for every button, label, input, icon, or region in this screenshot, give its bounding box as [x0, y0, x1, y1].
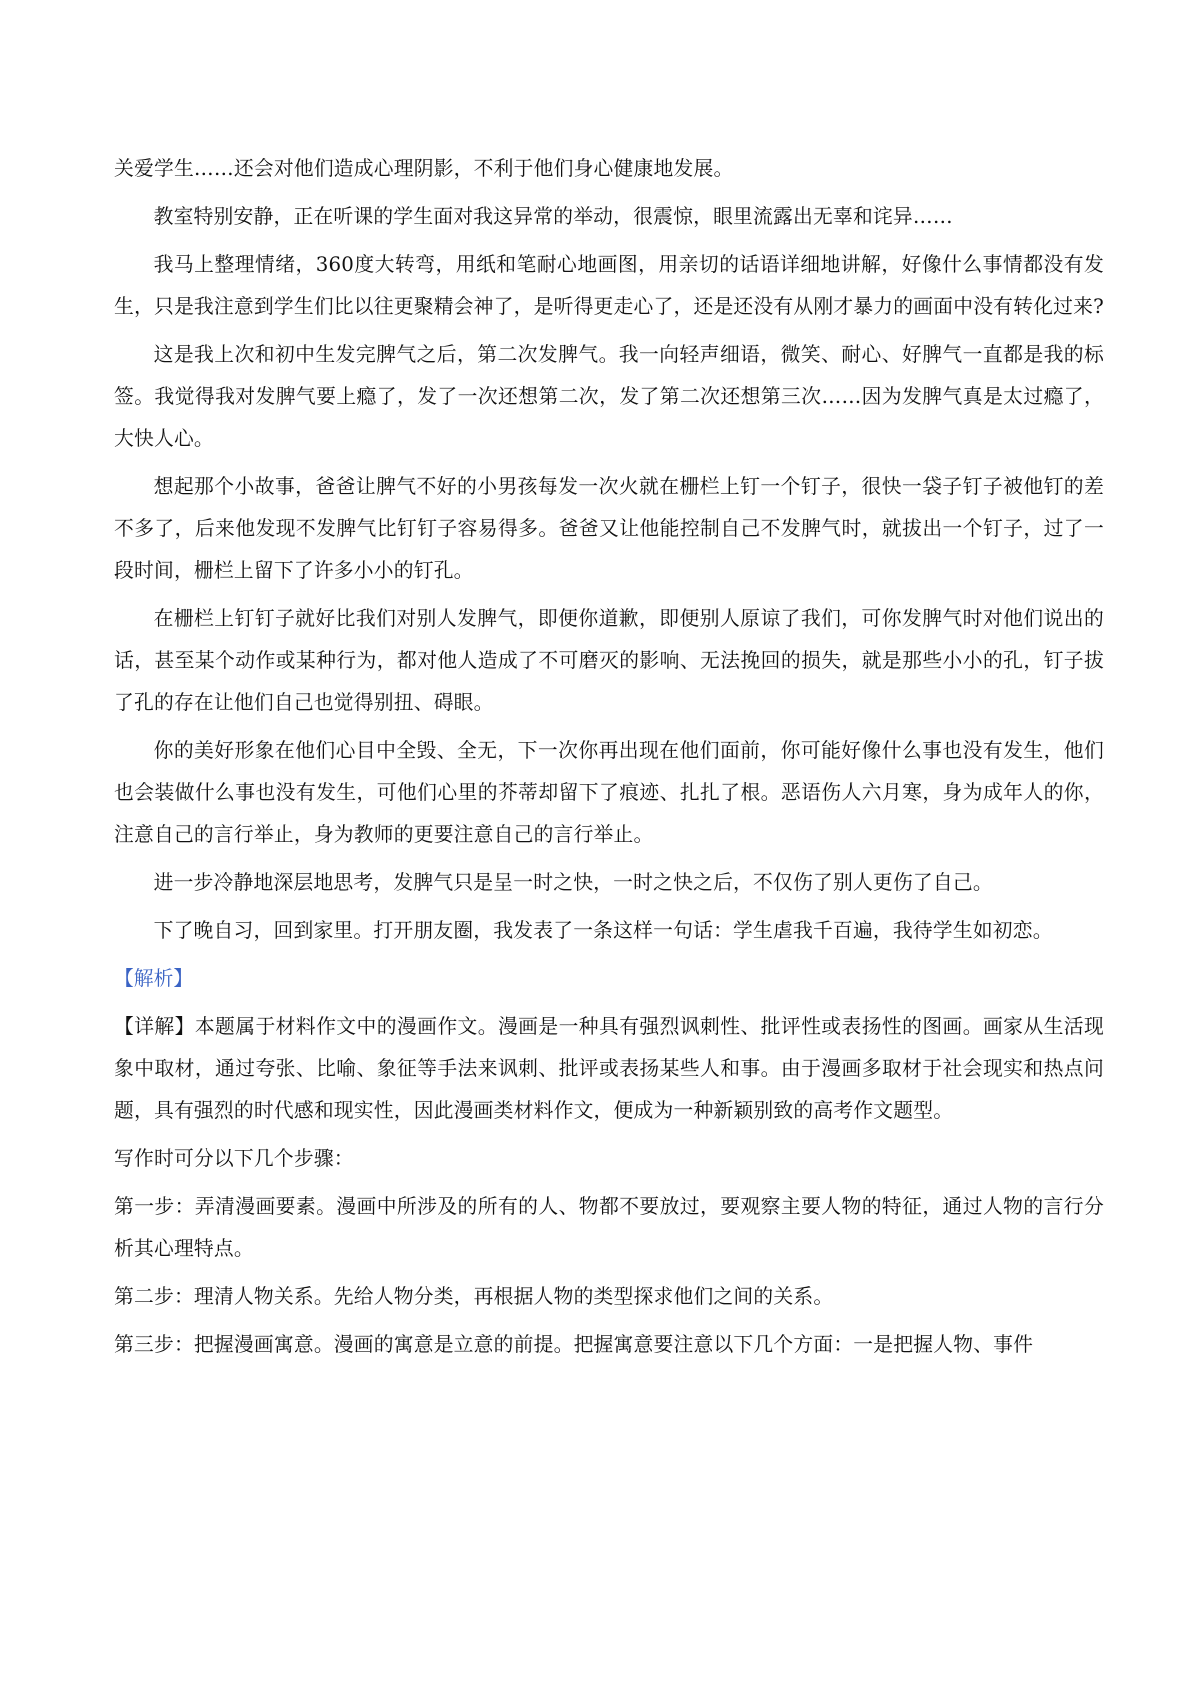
paragraph-6: 在栅栏上钉钉子就好比我们对别人发脾气，即便你道歉，即便别人原谅了我们，可你发脾气时对他们说出的话，甚至某个动作或某种行为，都对他人造成了不可磨灭的影响、无法挽回的损失，就是那些小小的孔，钉子拔了孔的存在让他们自己也觉得别扭、碍眼。: [114, 607, 1104, 714]
paragraph-3: 我马上整理情绪，360度大转弯，用纸和笔耐心地画图，用亲切的话语详细地讲解，好像什么事情都没有发生，只是我注意到学生们比以往更聚精会神了，是听得更走心了，还是还没有从刚才暴力的画面中没有转化过来?: [114, 253, 1104, 318]
paragraph-5: 想起那个小故事，爸爸让脾气不好的小男孩每发一次火就在栅栏上钉一个钉子，很快一袋子钉子被他钉的差不多了，后来他发现不发脾气比钉钉子容易得多。爸爸又让他能控制自己不发脾气时，就拔出一个钉子，过了一段时间，栅栏上留下了许多小小的钉孔。: [114, 475, 1104, 582]
steps-intro: 写作时可分以下几个步骤：: [114, 1147, 354, 1170]
paragraph-9: 下了晚自习，回到家里。打开朋友圈，我发表了一条这样一句话：学生虐我千百遍，我待学生如初恋。: [153, 919, 1053, 942]
paragraph-4: 这是我上次和初中生发完脾气之后，第二次发脾气。我一向轻声细语，微笑、耐心、好脾气一直都是我的标签。我觉得我对发脾气要上瘾了，发了一次还想第二次，发了第二次还想第三次……因为发脾气真是太过瘾了，大快人心。: [114, 343, 1104, 450]
step-3: 第三步：把握漫画寓意。漫画的寓意是立意的前提。把握寓意要注意以下几个方面：一是把握人物、事件: [114, 1333, 1034, 1356]
paragraph-8: 进一步冷静地深层地思考，发脾气只是呈一时之快，一时之快之后，不仅伤了别人更伤了自己。: [153, 871, 993, 894]
paragraph-7: 你的美好形象在他们心目中全毁、全无，下一次你再出现在他们面前，你可能好像什么事也没有发生，他们也会装做什么事也没有发生，可他们心里的芥蒂却留下了痕迹、扎扎了根。恶语伤人六月寒，身为成年人的你，注意自己的言行举止，身为教师的更要注意自己的言行举止。: [114, 739, 1104, 846]
document-body: [114, 148, 1104, 1366]
step-2: 第二步：理清人物关系。先给人物分类，再根据人物的类型探求他们之间的关系。: [114, 1285, 834, 1308]
analysis-heading: 【解析】: [114, 967, 194, 990]
paragraph-2: 教室特别安静，正在听课的学生面对我这异常的举动，很震惊，眼里流露出无辜和诧异……: [153, 205, 953, 228]
step-1: 第一步：弄清漫画要素。漫画中所涉及的所有的人、物都不要放过，要观察主要人物的特征，通过人物的言行分析其心理特点。: [114, 1195, 1104, 1260]
analysis-detail: 【详解】本题属于材料作文中的漫画作文。漫画是一种具有强烈讽刺性、批评性或表扬性的图画。画家从生活现象中取材，通过夸张、比喻、象征等手法来讽刺、批评或表扬某些人和事。由于漫画多取材于社会现实和热点问题，具有强烈的时代感和现实性，因此漫画类材料作文，便成为一种新颖别致的高考作文题型。: [114, 1015, 1104, 1122]
paragraph-1: 关爱学生……还会对他们造成心理阴影，不利于他们身心健康地发展。: [114, 157, 734, 180]
